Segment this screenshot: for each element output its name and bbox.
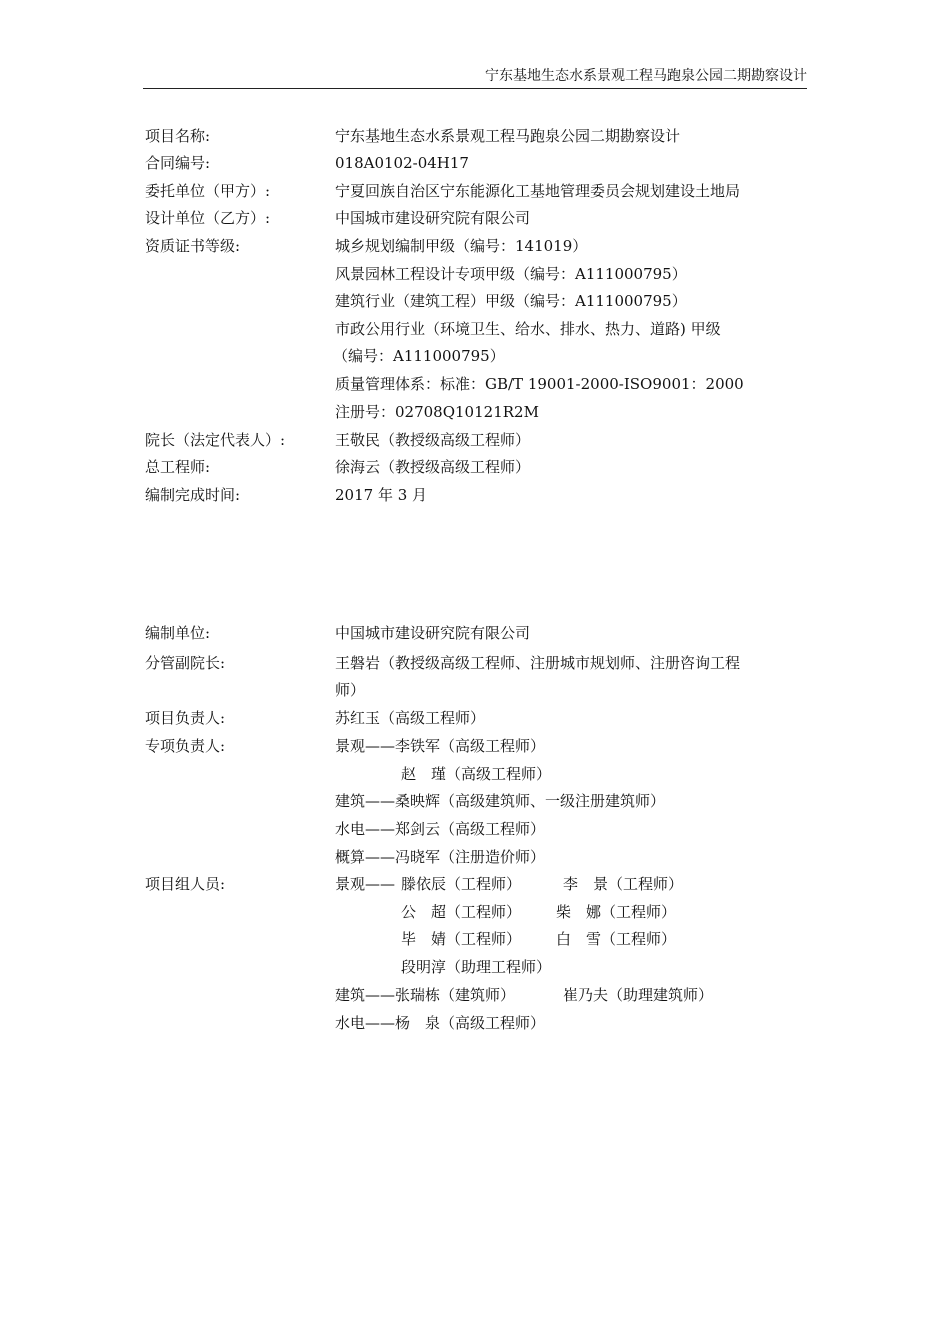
member-item: 水电——杨 泉（高级工程师）: [335, 1014, 546, 1032]
president-label: 院长（法定代表人）:: [145, 431, 286, 449]
member-item: 滕依辰（工程师）: [401, 875, 522, 893]
designer-label: 设计单位（乙方）:: [145, 209, 271, 227]
unit-label: 编制单位:: [145, 624, 211, 642]
page-header: [143, 66, 807, 89]
qualification-item: 风景园林工程设计专项甲级（编号：A111000795）: [335, 265, 687, 283]
qualification-item: （编号：A111000795）: [333, 347, 505, 365]
completion-value: 2017 年 3 月: [335, 486, 428, 504]
header-title: 宁东基地生态水系景观工程马跑泉公园二期勘察设计: [485, 68, 807, 84]
specialist-item: 景观——李铁军（高级工程师）: [335, 737, 546, 755]
completion-label: 编制完成时间:: [145, 486, 241, 504]
member-item: 崔乃夫（助理建筑师）: [563, 986, 714, 1004]
project-name-label: 项目名称:: [145, 127, 211, 145]
qualification-item: 市政公用行业（环境卫生、给水、排水、热力、道路) 甲级: [335, 320, 721, 338]
unit-value: 中国城市建设研究院有限公司: [335, 624, 531, 642]
pm-value: 苏红玉（高级工程师）: [335, 709, 486, 727]
designer-value: 中国城市建设研究院有限公司: [335, 209, 531, 227]
client-label: 委托单位（甲方）:: [145, 182, 271, 200]
qualification-label: 资质证书等级:: [145, 237, 241, 255]
specialist-item: 赵 瑾（高级工程师）: [401, 765, 552, 783]
qualification-item: 质量管理体系：标准：GB/T 19001-2000-ISO9001：2000: [335, 375, 744, 393]
qualification-item: 注册号：02708Q10121R2M: [335, 403, 539, 421]
specialist-item: 建筑——桑映辉（高级建筑师、一级注册建筑师）: [335, 792, 666, 810]
vp-label: 分管副院长:: [145, 654, 226, 672]
member-item: 毕 婧（工程师）: [401, 930, 522, 948]
contract-no-label: 合同编号:: [145, 154, 211, 172]
pm-label: 项目负责人:: [145, 709, 226, 727]
qualification-item: 建筑行业（建筑工程）甲级（编号：A111000795）: [335, 292, 687, 310]
specialists-label: 专项负责人:: [145, 737, 226, 755]
specialist-item: 水电——郑剑云（高级工程师）: [335, 820, 546, 838]
vp-value-cont: 师）: [335, 681, 366, 699]
specialist-item: 概算——冯晓军（注册造价师）: [335, 848, 546, 866]
project-name-value: 宁东基地生态水系景观工程马跑泉公园二期勘察设计: [335, 127, 681, 145]
landscape-prefix: 景观——: [335, 875, 396, 893]
vp-value: 王磐岩（教授级高级工程师、注册城市规划师、注册咨询工程: [335, 654, 741, 672]
member-item: 建筑——张瑞栋（建筑师）: [335, 986, 516, 1004]
president-value: 王敬民（教授级高级工程师）: [335, 431, 531, 449]
member-item: 公 超（工程师）: [401, 903, 522, 921]
member-item: 白 雪（工程师）: [556, 930, 677, 948]
member-item: 段明淳（助理工程师）: [401, 958, 552, 976]
chief-engineer-label: 总工程师:: [145, 458, 211, 476]
qualification-item: 城乡规划编制甲级（编号：141019）: [335, 237, 588, 255]
member-item: 柴 娜（工程师）: [556, 903, 677, 921]
member-item: 李 景（工程师）: [563, 875, 684, 893]
chief-engineer-value: 徐海云（教授级高级工程师）: [335, 458, 531, 476]
contract-no-value: 018A0102-04H17: [335, 154, 469, 172]
client-value: 宁夏回族自治区宁东能源化工基地管理委员会规划建设土地局: [335, 182, 741, 200]
members-label: 项目组人员:: [145, 875, 226, 893]
